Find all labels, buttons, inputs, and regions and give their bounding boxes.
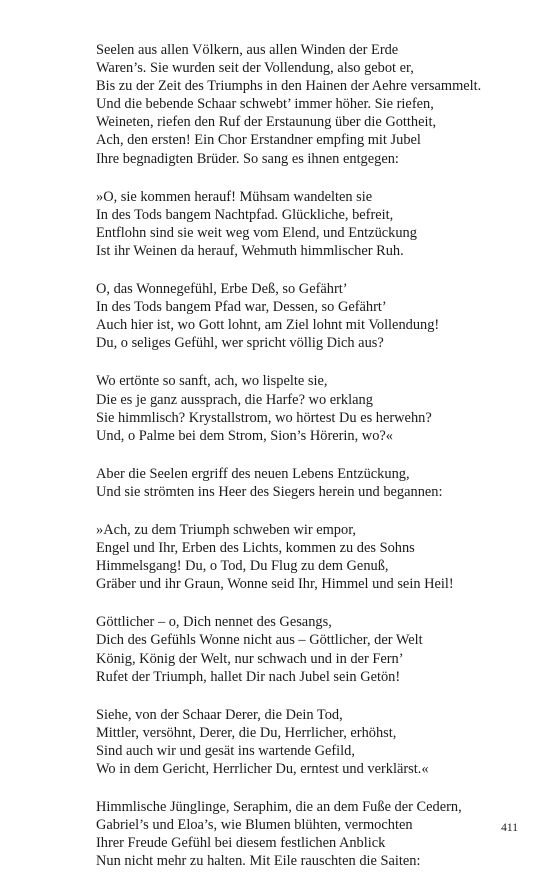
verse-line: In des Tods bangem Nachtpfad. Glückliche, befreit,	[96, 206, 394, 223]
verse-line: Weineten, riefen den Ruf der Erstaunung über die Gottheit,	[96, 114, 437, 131]
verse-line: Und, o Palme bei dem Strom, Sion’s Hörerin, wo?«	[96, 427, 393, 444]
verse-line: Gräber und ihr Graun, Wonne seid Ihr, Himmel und sein Heil!	[96, 576, 454, 593]
verse-line: Mittler, versöhnt, Derer, die Du, Herrlicher, erhöhst,	[96, 724, 397, 741]
page-number: 411	[501, 822, 518, 834]
stanza	[96, 280, 516, 352]
verse-line: Aber die Seelen ergriff des neuen Lebens Entzückung,	[96, 465, 410, 482]
verse-line: Nun nicht mehr zu halten. Mit Eile rauschten die Saiten:	[96, 853, 421, 870]
verse-line: König, König der Welt, nur schwach und in der Fern’	[96, 650, 404, 667]
verse-line: Engel und Ihr, Erben des Lichts, kommen zu des Sohns	[96, 540, 415, 557]
verse-line: Himmlische Jünglinge, Seraphim, die an dem Fuße der Cedern,	[96, 799, 462, 816]
verse-line: In des Tods bangem Pfad war, Dessen, so Gefährt’	[96, 299, 387, 316]
verse-line: Wo ertönte so sanft, ach, wo lispelte sie,	[96, 373, 328, 390]
stanza	[96, 706, 516, 778]
verse-line: O, das Wonnegefühl, Erbe Deß, so Gefährt’	[96, 281, 348, 298]
verse-line: Siehe, von der Schaar Derer, die Dein Tod,	[96, 706, 343, 723]
verse-line: Die es je ganz aussprach, die Harfe? wo erklang	[96, 391, 373, 408]
stanza	[96, 521, 516, 593]
stanza	[96, 613, 516, 685]
verse-line: Ihre begnadigten Brüder. So sang es ihnen entgegen:	[96, 150, 399, 167]
verse-line: Du, o seliges Gefühl, wer spricht völlig Dich aus?	[96, 335, 384, 352]
stanza	[96, 188, 516, 260]
verse-line: Waren’s. Sie wurden seit der Vollendung, also gebot er,	[96, 60, 414, 77]
verse-line: »Ach, zu dem Triumph schweben wir empor,	[96, 521, 357, 538]
verse-line: Bis zu der Zeit des Triumphs in den Hainen der Aehre versammelt.	[96, 78, 482, 95]
stanza	[96, 372, 516, 444]
verse-line: Ihrer Freude Gefühl bei diesem festlichen Anblick	[96, 835, 386, 852]
stanza	[96, 798, 516, 870]
verse-line: Göttlicher – o, Dich nennet des Gesangs,	[96, 614, 332, 631]
verse-line: Sie himmlisch? Krystallstrom, wo hörtest Du es herwehn?	[96, 409, 432, 426]
verse-line: Entflohn sind sie weit weg vom Elend, und Entzückung	[96, 224, 417, 241]
verse-line: Ach, den ersten! Ein Chor Erstandner empfing mit Jubel	[96, 132, 421, 149]
verse-line: Ist ihr Weinen da herauf, Wehmuth himmlischer Ruh.	[96, 242, 404, 259]
verse-line: Rufet der Triumph, hallet Dir nach Jubel sein Getön!	[96, 668, 401, 685]
verse-line: Wo in dem Gericht, Herrlicher Du, erntest und verklärst.«	[96, 761, 429, 777]
stanza	[96, 41, 516, 168]
verse-line: Seelen aus allen Völkern, aus allen Winden der Erde	[96, 42, 399, 58]
verse-line: Und die bebende Schaar schwebt’ immer höher. Sie riefen,	[96, 96, 434, 113]
verse-line: Auch hier ist, wo Gott lohnt, am Ziel lohnt mit Vollendung!	[96, 317, 440, 334]
poem-text	[96, 41, 516, 890]
verse-line: Gabriel’s und Eloa’s, wie Blumen blühten, vermochten	[96, 817, 413, 834]
verse-line: Himmelsgang! Du, o Tod, Du Flug zu dem Genuß,	[96, 558, 389, 575]
stanza	[96, 465, 516, 501]
verse-line: »O, sie kommen herauf! Mühsam wandelten sie	[96, 188, 373, 205]
verse-line: Und sie strömten ins Heer des Siegers herein und begannen:	[96, 483, 443, 500]
verse-line: Dich des Gefühls Wonne nicht aus – Göttlicher, der Welt	[96, 632, 423, 649]
verse-line: Sind auch wir und gesät ins wartende Gefild,	[96, 742, 355, 759]
